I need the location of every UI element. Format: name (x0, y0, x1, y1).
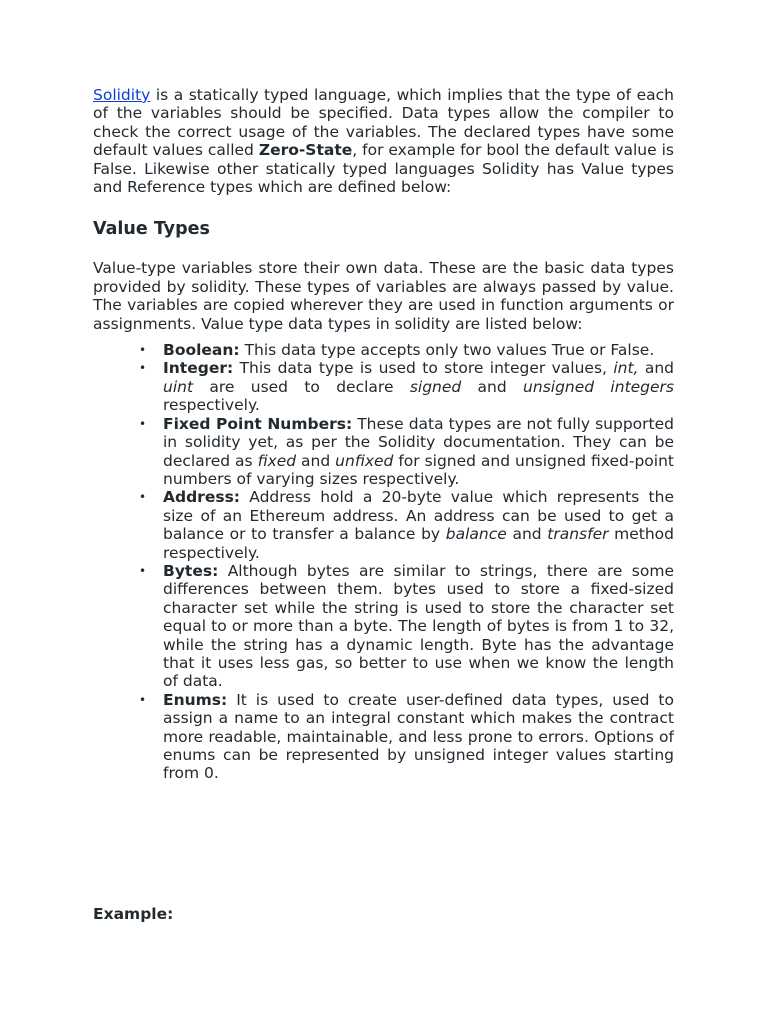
intro-text-2: , for example for bool the default value is False. Likewise other statically typed languages Solidity has Value types and Reference types which are defined below: (93, 141, 674, 197)
list-item-integer (163, 359, 674, 414)
integer-text-3: are used to declare (193, 377, 410, 396)
value-types-description: Value-type variables store their own data. These are the basic data types provided by solidity. These types of variables are always passed by value. The variables are copied wherever they are used in function arguments or assignments. Value type data types in solidity are listed below: (93, 259, 674, 333)
intro-paragraph (93, 86, 674, 196)
address-term-transfer: transfer (547, 525, 609, 544)
integer-term-int: int, (613, 359, 639, 378)
list-item-boolean (163, 341, 674, 359)
fixed-point-term-unfixed: unfixed (335, 451, 394, 470)
list-item-address (163, 488, 674, 562)
intro-text-1: is a statically typed language, which implies that the type of each of the variables should be specified. Data types allow the compiler to check the correct usage of the variables. The declared types have some default values called (93, 86, 674, 160)
integer-label: Integer: (163, 359, 234, 378)
integer-text-5: respectively. (163, 396, 260, 415)
value-types-list (93, 341, 674, 783)
fixed-point-text-1: These data types are not fully supported in solidity yet, as per the Solidity documentation. They can be declared as (163, 414, 674, 470)
boolean-text: This data type accepts only two values True or False. (239, 341, 655, 360)
article-body (93, 86, 674, 783)
bytes-text: Although bytes are similar to strings, there are some differences between them. bytes used to store a fixed-sized character set while the string is used to store the character set equal to or more than a byte. The length of bytes is from 1 to 32, while the string has a dynamic length. Byte has the advantage that it uses less gas, so better to use when we know the length of data. (163, 561, 674, 691)
zero-state-term: Zero-State (258, 141, 353, 160)
example-heading: Example: (93, 905, 174, 923)
address-text-1: Address hold a 20-byte value which represents the size of an Ethereum address. An address can be used to get a balance or to transfer a balance by (163, 488, 674, 544)
address-text-3: method respectively. (163, 525, 674, 562)
fixed-point-term-fixed: fixed (257, 451, 297, 470)
integer-text-4: and (461, 377, 524, 396)
boolean-label: Boolean: (163, 341, 240, 360)
enums-text: It is used to create user-defined data types, used to assign a name to an integral constant which makes the contract more readable, maintainable, and less prone to errors. Options of enums can be represented by unsigned integer values starting from 0. (163, 690, 674, 783)
integer-term-uint: uint (163, 377, 194, 396)
solidity-link[interactable]: Solidity (93, 86, 151, 104)
fixed-point-label: Fixed Point Numbers: (163, 414, 353, 433)
integer-term-unsigned: unsigned integers (523, 377, 675, 396)
list-item-fixed-point (163, 415, 674, 489)
address-label: Address: (163, 488, 240, 507)
integer-text-2: and (638, 359, 674, 378)
address-term-balance: balance (445, 525, 507, 544)
list-item-enums (163, 691, 674, 783)
integer-term-signed: signed (409, 377, 462, 396)
bytes-label: Bytes: (163, 561, 219, 580)
list-item-bytes (163, 562, 674, 691)
integer-text-1: This data type is used to store integer values, (233, 359, 614, 378)
value-types-heading: Value Types (93, 219, 210, 240)
address-text-2: and (506, 525, 548, 544)
fixed-point-text-2: and (296, 451, 336, 470)
enums-label: Enums: (163, 690, 228, 709)
fixed-point-text-3: for signed and unsigned fixed-point numbers of varying sizes respectively. (163, 451, 674, 488)
